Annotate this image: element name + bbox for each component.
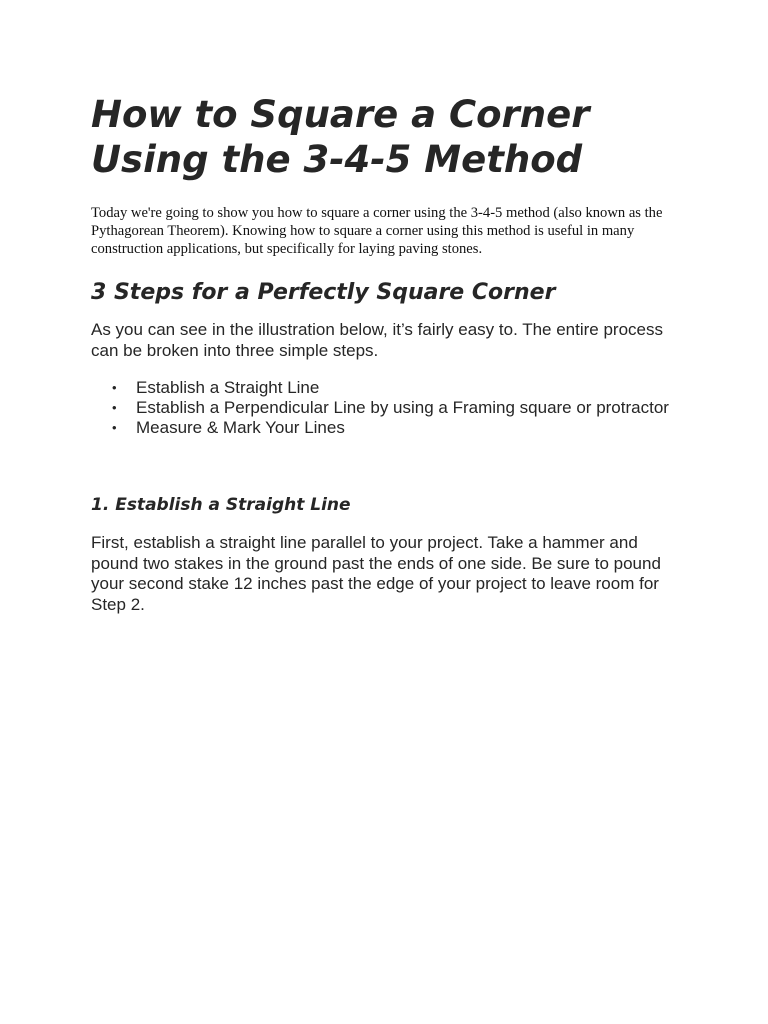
step1-paragraph: First, establish a straight line parallel to your project. Take a hammer and pound two stakes in the ground past the ends of one side. Be sure to pound your second stake 12 inches past the edge of your project to leave room for Step 2. [91, 533, 661, 614]
document-content [91, 92, 683, 615]
list-item-text: Establish a Perpendicular Line by using a Framing square or protractor [136, 397, 669, 417]
step1-heading: 1. Establish a Straight Line [91, 495, 351, 516]
bullet-icon: • [112, 419, 117, 435]
list-item [112, 417, 683, 438]
intro-paragraph: Today we're going to show you how to square a corner using the 3-4-5 method (also known as the Pythagorean Theorem). Knowing how to square a corner using this method is useful in many construction applications, but specifically for laying paving stones. [91, 205, 663, 257]
bullet-icon: • [112, 380, 117, 395]
document-title: How to Square a Corner Using the 3-4-5 Method [91, 93, 590, 181]
list-item-text: Measure & Mark Your Lines [136, 417, 345, 437]
bullet-icon: • [112, 399, 117, 415]
list-item [112, 378, 683, 398]
section-heading: 3 Steps for a Perfectly Square Corner [91, 280, 556, 305]
section-lead-paragraph: As you can see in the illustration below, it’s fairly easy to. The entire process can be broken into three simple steps. [91, 320, 663, 360]
steps-list [91, 378, 683, 437]
list-item-text: Establish a Straight Line [136, 378, 320, 397]
list-item [112, 397, 683, 418]
